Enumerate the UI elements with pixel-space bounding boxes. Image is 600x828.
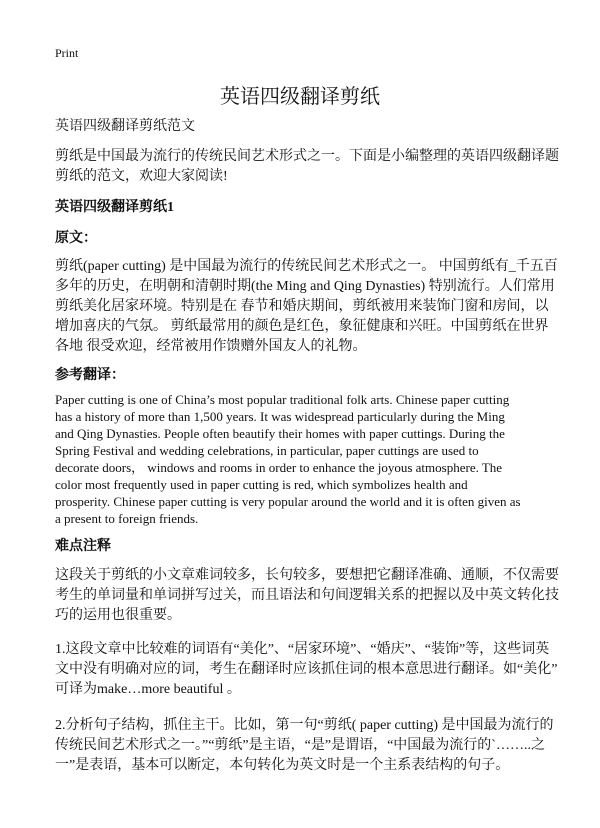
text-line: 文中没有明确对应的词，考生在翻译时应该抓住词的根本意思进行翻译。如“美化”: [55, 662, 558, 677]
text-line: has a history of more than 1,500 years. It was widespread particularly during the Ming: [55, 409, 505, 424]
text-line: and Qing Dynasties. People often beautify their homes with paper cuttings. During the: [55, 426, 505, 441]
text-line: 可译为make…more beautiful 。: [55, 682, 241, 697]
text-line: 一”是表语，基本可以断定，本句转化为英文时是一个主系表结构的句子。: [55, 758, 510, 773]
original-paragraph: [55, 257, 558, 357]
translation-paragraph: [55, 391, 521, 527]
section-heading: 英语四级翻译剪纸1: [55, 200, 174, 215]
text-line: 巧的运用也很重要。: [55, 608, 181, 623]
text-line: 考生的单词量和单词拼写过关，而且语法和句间逻辑关系的把握以及中英文转化技: [55, 588, 559, 603]
text-line: 1.这段文章中比较难的词语有“美化”、“居家环境”、“婚庆”、“装饰”等，这些词英: [55, 642, 550, 657]
text-line: 2.分析句子结构，抓住主干。比如，第一句“剪纸( paper cutting) 是中国最为流行的: [55, 718, 554, 733]
intro-paragraph: [55, 147, 559, 187]
translation-heading: 参考翻译：: [55, 368, 125, 383]
text-line: 剪纸的范文，欢迎大家阅读!: [55, 169, 228, 184]
notes-heading: 难点注释: [55, 539, 111, 554]
text-line: color most frequently used in paper cutting is red, which symbolizes health and: [55, 477, 468, 492]
text-line: a present to foreign friends.: [55, 511, 199, 526]
text-line: 多年的历史，在明朝和清朝时期(the Ming and Qing Dynasties) 特别流行。人们常用: [55, 279, 555, 294]
page-title: 英语四级翻译剪纸: [220, 86, 380, 108]
text-line: 传统民间艺术形式之一。”“剪纸”是主语，“是”是谓语，“中国最为流行的`……..之: [55, 738, 545, 753]
subtitle: 英语四级翻译剪纸范文: [55, 119, 195, 134]
notes-intro-paragraph: [55, 566, 559, 626]
text-line: 剪纸是中国最为流行的传统民间艺术形式之一。下面是小编整理的英语四级翻译题: [55, 149, 559, 164]
text-line: 各地 很受欢迎，经常被用作馈赠外国友人的礼物。: [55, 339, 367, 354]
text-line: 增加喜庆的气氛。 剪纸最常用的颜色是红色，象征健康和兴旺。中国剪纸在世界: [55, 319, 549, 334]
print-label: Print: [55, 46, 79, 60]
note-2-paragraph: [55, 716, 554, 776]
text-line: 剪纸(paper cutting) 是中国最为流行的传统民间艺术形式之一。 中国剪纸有_千五百: [55, 259, 558, 274]
text-line: 剪纸美化居家环境。特别是在 春节和婚庆期间，剪纸被用来装饰门窗和房间，以: [55, 299, 549, 314]
original-heading: 原文：: [55, 231, 97, 246]
text-line: decorate doors， windows and rooms in order to enhance the joyous atmosphere. The: [55, 460, 503, 475]
text-line: Paper cutting is one of China’s most popular traditional folk arts. Chinese paper cutting: [55, 392, 510, 407]
text-line: 这段关于剪纸的小文章难词较多，长句较多，要想把它翻译准确、通顺，不仅需要: [55, 568, 559, 583]
text-line: Spring Festival and wedding celebrations, in particular, paper cuttings are used to: [55, 443, 479, 458]
note-1-paragraph: [55, 640, 557, 700]
text-line: prosperity. Chinese paper cutting is very popular around the world and it is often given as: [55, 494, 521, 509]
